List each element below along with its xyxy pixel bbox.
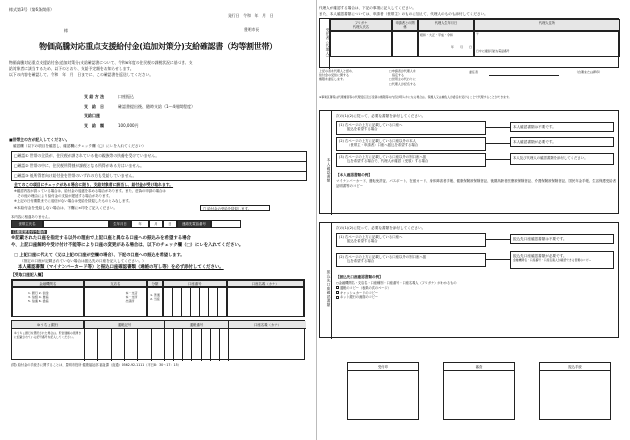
bank-type: 3. 信組 4. 農協 [28, 294, 49, 299]
arrow [486, 259, 510, 260]
mandate-text [319, 69, 389, 82]
account-holder-field[interactable] [227, 287, 304, 317]
section-b-result: 振込先口座確認書類は不要です。 [510, 234, 614, 244]
bank-table-row [12, 287, 304, 317]
attach-title: 本人確認書類（マイナンバーカード等）と振込口座確認書類（通帳の写し等）を必ず添付してください。 [18, 265, 224, 270]
mandate-line: 権限を委任します。 [319, 77, 346, 82]
stamp-row [347, 362, 617, 420]
date-line: 発行日 令和 年 月 日 [228, 13, 274, 18]
agent-birth-field[interactable] [418, 31, 474, 57]
section-label: 本内容に相違ありません。 [11, 215, 52, 219]
notice: ※事業区署等は代理権者等の代理受任及び受領の権限等の内容が明らかになる場合は、保護人又は補佐人が委任を受けることで代理することができます。 [319, 95, 512, 99]
signer-phone-field[interactable] [211, 220, 241, 228]
info-value: 確認書提出後、随時支給（1～4週間程度） [118, 103, 196, 109]
agent-intro: 代理人が確認する場合は、下記の事項に記入してください。 [319, 6, 417, 10]
arrow [486, 239, 510, 240]
branch-type: 本・支所 [125, 294, 138, 299]
document-title: 物価高騰対応重点支援給付金(追加対策分)支給確認書（均等割世帯） [39, 42, 277, 51]
bank-table-header [12, 280, 304, 287]
stamp-label: 審査 [444, 363, 514, 371]
section-b-option [336, 233, 486, 247]
arrow [486, 143, 510, 144]
stamp-box [443, 362, 515, 420]
notes [14, 189, 304, 204]
agent-name-field[interactable] [330, 31, 392, 57]
section-a-intro: 次の(1)(2)に従って、必要な書類を添付してください。 [336, 114, 426, 118]
signer-header: 連絡先電話番号 [177, 220, 211, 228]
stamp-box [539, 362, 611, 420]
yucho-number-field[interactable] [164, 329, 228, 361]
check-item[interactable]: □確認① 世帯の全員が、住民税が課されている他の親族等の扶養を受けていません。 [12, 152, 306, 162]
yucho-holder-field[interactable] [228, 329, 306, 361]
signer-year[interactable]: 年 [131, 220, 149, 228]
option-line: 振込を希望する場合 [347, 127, 378, 132]
change-line: ※記載された口座を指定する以外の理由で上記口座と異なる口座への振込みを希望する場合 [11, 236, 191, 241]
section-a-result: 本人及び代理人の確認書類を添付してください。 [510, 153, 614, 165]
section-bank-docs [319, 222, 619, 338]
intro-text [9, 60, 309, 78]
mandate-label: 委任者 [469, 70, 479, 74]
section-a-option [336, 137, 486, 151]
agent-header: 代理人住所 [474, 19, 620, 31]
yucho-header: 通帳番号 [164, 321, 228, 329]
mandate-option[interactable]: □申請者が代理人を [389, 69, 416, 73]
note-line: ※確認内容が誤っている場合は、給付金の返還を求める場合があります。また、虚偽の申請の場合は [14, 189, 166, 193]
yucho-title: ゆうちょ銀行 [12, 321, 84, 329]
arrow [486, 159, 510, 160]
branch-type: 本・支店 [125, 291, 138, 295]
issuer: 豊明市長 [244, 27, 260, 32]
mandate-seal: （自署または押印） [575, 70, 603, 74]
confirm-note: 確認欄（以下の項目を確認し、確認欄にチェック欄（□）にレを入れてください） [13, 144, 146, 148]
decline-box[interactable]: □ 給付金の受給を辞退します。 [200, 205, 270, 211]
option-line: (2) 右ページの上方に記載している口座以外の本人 [339, 139, 417, 143]
change-text [11, 236, 311, 249]
option-line: （世帯主・申請者）口座へ振込を希望する場合 [347, 143, 419, 148]
section-id-docs [319, 110, 619, 214]
bank-type: 5. 信連 6. 漁協 [28, 298, 49, 303]
branch-type: 出張所 [125, 298, 135, 303]
bank-header: 分類 [147, 280, 163, 287]
account-type-field[interactable] [147, 287, 163, 317]
option-line: (3) 右ページの上方に記載している口座以外の別口座へ振 [339, 155, 427, 159]
bank-table [11, 279, 305, 317]
mandate-option[interactable]: □世帯主の代わりに [389, 77, 416, 82]
mandate-box [319, 69, 619, 95]
yucho-note: ゆうちょ銀行を選択された場合は、貯金通帳の見開きに記載されている記号番号を記入してください。 [14, 331, 82, 339]
example-line: ネット銀行の画面のコピー [336, 295, 616, 300]
note-line: その他の理由により給付金の支給が遅延する場合があります。 [14, 194, 113, 199]
payment-info [84, 92, 254, 130]
section-b-intro: 次の(1)(2)に従って、必要な書類を添付してください。 [336, 226, 426, 230]
intro-line: 物価高騰対応重点支援給付金(追加対策分)支給確認書について、令和6年度の住民税の課税状況に基づき、支 [9, 60, 193, 65]
mandate-area [330, 57, 620, 69]
mandate-option[interactable]: □代理人が記名する [389, 81, 416, 86]
agent-table [319, 18, 619, 68]
agent-inputs [330, 31, 620, 57]
agent-phone: 日中に連絡可能な電話番号 [476, 49, 510, 54]
agent-month: 月 [460, 44, 464, 49]
signer-header: 生年月日 [109, 220, 131, 228]
intro-line: 以下の内容を確認して、令和 年 月 日までに、この確認書を返送してください。 [9, 72, 154, 78]
form-number: 様式第3号（第6条関係） [9, 7, 55, 12]
instructions-header: ■世帯主の方が記入してください。 [9, 137, 70, 142]
change-sub: （指定の口座が記載されていない場合は振込先の口座を記入してください。） [20, 259, 146, 263]
section-a-option [336, 121, 486, 135]
arrow [486, 127, 510, 128]
bank-header: 支店名 [84, 280, 148, 287]
check-list [11, 151, 307, 181]
yucho-header: 口座名義（カナ） [228, 321, 306, 329]
section-b-label: 振込先口座確認書類 [320, 223, 332, 339]
change-option[interactable]: □ 上記口座に代えて（又は上記の口座が空欄の場合）、下記の口座への振込を希望します。 [14, 252, 185, 257]
section-a-result: 本人確認書類が必要です。 [510, 137, 614, 147]
info-value: 100,000円 [118, 122, 139, 128]
eligibility-warning: 全てのこの項目にチェックがある場合に限り、支給対象者に該当し、給付金が受け取れます。 [14, 182, 174, 187]
section-b-examples [336, 281, 616, 300]
stamp-label: 振込手続 [540, 363, 610, 371]
section-b-option [336, 253, 486, 267]
mandate-option: 指定する [389, 73, 405, 78]
section-a-result: 本人確認書類は不要です。 [510, 122, 614, 132]
account-type: 1. 普通 [150, 293, 160, 297]
example-line: ○金融機関名・支店名・口座種別・口座番号・口座名義人（フリガナ）がわかるもの [336, 281, 457, 285]
bank-title: 【受取口座記入欄】 [11, 272, 46, 277]
info-label: 支給口座 [84, 113, 100, 119]
bank-header: 口座名義（カナ） [227, 280, 304, 287]
note-line: ※上記の日付期限までに返信がない場合は受給を辞退したものとみなします。 [14, 199, 132, 204]
option-line: (1) 右ページの上方に記載している口座へ [339, 235, 403, 239]
bank-header: 口座番号 [163, 280, 227, 287]
example-line: 通帳のコピー（表紙の次のページ） [336, 286, 616, 291]
section-a-option [336, 153, 486, 167]
change-title: 口座変更を行う場合 [13, 230, 46, 234]
section-b-result-note: 金融機関名・口座番号・口座名義人が確認できる書類のコピー [513, 258, 592, 263]
account-number-field[interactable] [163, 287, 227, 317]
agent-header: 申請者との関係 [392, 19, 418, 31]
addressee: 様 [64, 28, 68, 33]
signer-day[interactable]: 日 [163, 220, 177, 228]
agent-address-field[interactable] [474, 31, 620, 57]
option-line: (1) 右ページの上方に記載している口座へ [339, 123, 403, 127]
info-label: 支 給 方 法 [84, 94, 105, 99]
signer-row [11, 220, 241, 228]
agent-era: 昭和・大正・平成・令和 [420, 33, 454, 37]
option-line: 振込を希望する場合 [347, 239, 378, 244]
mandate-options[interactable] [389, 69, 449, 86]
mandate-line: 上記の者を代理人と認め、 [319, 69, 355, 73]
check-item[interactable]: □確認② 世帯の中に、住民税所得割が課税となる所得がある方はいません。 [12, 162, 306, 172]
agent-relation-field[interactable] [392, 31, 418, 57]
agent-headers [330, 19, 620, 31]
branch-name-field[interactable] [84, 287, 148, 317]
info-label: 支 給 日 [84, 103, 104, 109]
yucho-header: 通帳記号 [84, 321, 164, 329]
bank-type: 1. 銀行 2. 信金 [28, 291, 49, 295]
option-line: 込を希望する場合 [347, 259, 375, 264]
postal-mark: 〒 [476, 31, 480, 36]
yucho-symbol-field[interactable] [84, 329, 164, 361]
bank-name-field[interactable] [12, 287, 84, 317]
option-line: 込を希望する場合で、代理人が確認（受領）する場合 [347, 159, 429, 164]
stamp-label: 受付印 [348, 363, 418, 371]
signer-header: 世帯主氏名 [11, 220, 43, 228]
agent-header: フリガナ 代理人氏名 [330, 19, 392, 31]
mandate-signature-field[interactable] [489, 75, 559, 76]
info-label: 支 給 額 [84, 122, 104, 128]
account-type: 2. 当座 [150, 296, 160, 301]
stamp-box [347, 362, 419, 420]
section-a-examples: マイナンバーカード、運転免許証、パスポート、在留カード、身体障害者手帳、健康保険被保険者証、後期高齢者医療被保険者証、介護保険被保険者証、国民年金手帳、生活保護受給者証明書等のコピー [336, 179, 616, 189]
right-page [317, 0, 630, 440]
section-b-examples-title: 【振込先口座確認書類の例】 [336, 275, 383, 279]
mandate-line: 給付金の受給に関する [319, 73, 350, 78]
section-b-result-text: 振込先口座確認書類が必要です。 [513, 254, 567, 258]
agent-intro2: また、本人確認書類については、申請者（世帯主）のものに加えて、代理人のものも添付してください。 [319, 12, 488, 16]
agent-day: 日 [468, 44, 472, 49]
signer-month[interactable]: 月 [149, 220, 163, 228]
yucho-table [11, 320, 305, 360]
example-line: キャッシュカードのコピー [336, 291, 616, 296]
section-b-result [510, 251, 614, 269]
agent-year: 年 [451, 44, 455, 49]
agent-label: 受任者（代理人） [320, 19, 330, 69]
check-item[interactable]: □確認③ 低所得者向け給付金を世帯のいずれの方も受給していません。 [14, 173, 137, 178]
decline-text: ※本給付金を受給しない場合は、下欄に×印をご記入ください。 [14, 206, 118, 210]
section-a-examples-title: 【本人確認書類の例】 [336, 173, 372, 177]
footer-contact: (問) 給付金の手続きに関することは、豊明市役所 健康福祉部 福祉課（直通）0562-92-1111（平日8：30～17：15） [11, 363, 181, 367]
signer-name-field[interactable] [43, 220, 109, 228]
change-line: や、上記口座解約や受け付け不能等により口座の変更がある場合は、以下のチェック欄（□）にレを入れてください。 [11, 242, 244, 248]
option-line: (2) 右ページの上方に記載している口座以外の別口座へ振 [339, 255, 427, 259]
info-value: 口座振込 [118, 94, 134, 99]
intro-line: 給対象者に該当するため、以下のとおり、支給予定額をお知らせします。 [9, 66, 134, 72]
agent-header: 代理人生年月日 [418, 19, 474, 31]
bank-header: 金融機関名 [12, 280, 84, 287]
section-a-label: 本人確認書類 [320, 111, 332, 215]
